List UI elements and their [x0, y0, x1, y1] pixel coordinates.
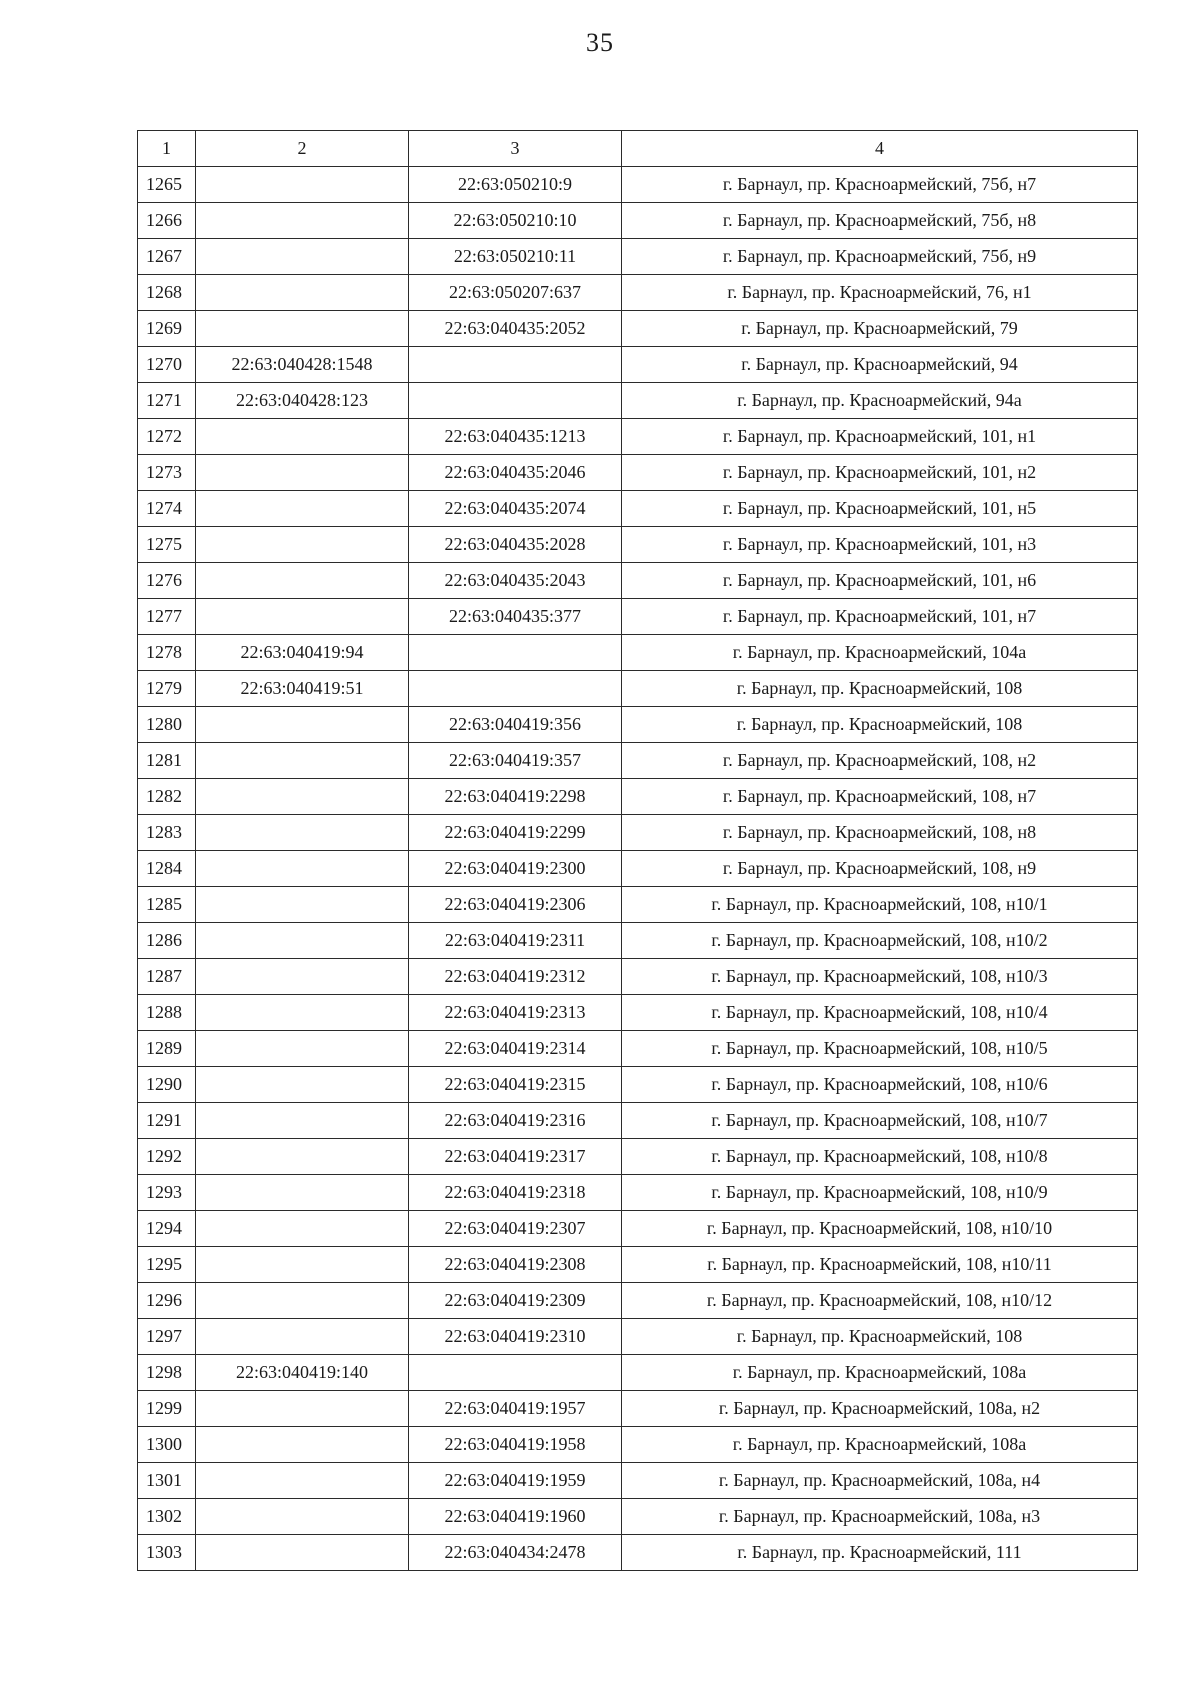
address-cell: г. Барнаул, пр. Красноармейский, 108, н10/7: [622, 1103, 1138, 1139]
cadastral-number-col3-cell: 22:63:040435:2052: [409, 311, 622, 347]
cadastral-number-col2-cell: [196, 1283, 409, 1319]
cadastral-number-col3-cell: 22:63:040419:1958: [409, 1427, 622, 1463]
address-cell: г. Барнаул, пр. Красноармейский, 79: [622, 311, 1138, 347]
table-row: [138, 707, 1138, 743]
row-number-cell: 1266: [138, 203, 196, 239]
row-number-cell: 1265: [138, 167, 196, 203]
cadastral-number-col3-cell: [409, 347, 622, 383]
cadastral-number-col3-cell: 22:63:050207:637: [409, 275, 622, 311]
cadastral-number-col2-cell: [196, 1499, 409, 1535]
table-row: [138, 959, 1138, 995]
address-cell: г. Барнаул, пр. Красноармейский, 108, н10/5: [622, 1031, 1138, 1067]
cadastral-number-col2-cell: [196, 1103, 409, 1139]
row-number-cell: 1279: [138, 671, 196, 707]
table-row: [138, 167, 1138, 203]
cadastral-number-col3-cell: 22:63:040419:2308: [409, 1247, 622, 1283]
cadastral-number-col3-cell: 22:63:040434:2478: [409, 1535, 622, 1571]
cadastral-number-col3-cell: [409, 671, 622, 707]
row-number-cell: 1300: [138, 1427, 196, 1463]
cadastral-number-col2-cell: [196, 599, 409, 635]
table-row: [138, 815, 1138, 851]
table-row: [138, 1175, 1138, 1211]
row-number-cell: 1295: [138, 1247, 196, 1283]
cadastral-number-col3-cell: 22:63:040419:2315: [409, 1067, 622, 1103]
cadastral-number-col3-cell: [409, 635, 622, 671]
cadastral-number-col2-cell: [196, 1247, 409, 1283]
address-cell: г. Барнаул, пр. Красноармейский, 108: [622, 707, 1138, 743]
row-number-cell: 1293: [138, 1175, 196, 1211]
address-cell: г. Барнаул, пр. Красноармейский, 108: [622, 1319, 1138, 1355]
table-row: [138, 1247, 1138, 1283]
table-row: [138, 1319, 1138, 1355]
cadastral-number-col2-cell: [196, 455, 409, 491]
cadastral-number-col2-cell: [196, 923, 409, 959]
row-number-cell: 1268: [138, 275, 196, 311]
cadastral-number-col3-cell: 22:63:040419:2298: [409, 779, 622, 815]
table-row: [138, 779, 1138, 815]
address-cell: г. Барнаул, пр. Красноармейский, 108, н10/10: [622, 1211, 1138, 1247]
table-row: [138, 635, 1138, 671]
cadastral-number-col2-cell: [196, 1427, 409, 1463]
address-cell: г. Барнаул, пр. Красноармейский, 75б, н8: [622, 203, 1138, 239]
cadastral-number-col3-cell: 22:63:040419:2306: [409, 887, 622, 923]
cadastral-number-col3-cell: 22:63:040419:2316: [409, 1103, 622, 1139]
table-row: [138, 1103, 1138, 1139]
table-row: [138, 1139, 1138, 1175]
row-number-cell: 1270: [138, 347, 196, 383]
cadastral-number-col3-cell: 22:63:040435:2046: [409, 455, 622, 491]
cadastral-number-col3-cell: 22:63:040419:2313: [409, 995, 622, 1031]
cadastral-number-col2-cell: 22:63:040419:140: [196, 1355, 409, 1391]
address-cell: г. Барнаул, пр. Красноармейский, 94: [622, 347, 1138, 383]
address-cell: г. Барнаул, пр. Красноармейский, 101, н6: [622, 563, 1138, 599]
table-row: [138, 743, 1138, 779]
cadastral-number-col2-cell: 22:63:040428:123: [196, 383, 409, 419]
table-row: [138, 419, 1138, 455]
table-row: [138, 1391, 1138, 1427]
cadastral-number-col3-cell: 22:63:040435:1213: [409, 419, 622, 455]
row-number-cell: 1301: [138, 1463, 196, 1499]
cadastral-number-col3-cell: 22:63:050210:11: [409, 239, 622, 275]
row-number-cell: 1271: [138, 383, 196, 419]
table-body: [138, 167, 1138, 1571]
cadastral-number-col3-cell: 22:63:040419:356: [409, 707, 622, 743]
address-cell: г. Барнаул, пр. Красноармейский, 108а, н4: [622, 1463, 1138, 1499]
table-row: [138, 1211, 1138, 1247]
cadastral-number-col2-cell: 22:63:040419:51: [196, 671, 409, 707]
cadastral-number-col3-cell: 22:63:040419:2314: [409, 1031, 622, 1067]
cadastral-number-col2-cell: [196, 1211, 409, 1247]
table-row: [138, 383, 1138, 419]
column-header-4: 4: [622, 131, 1138, 167]
cadastral-number-col3-cell: 22:63:040419:357: [409, 743, 622, 779]
cadastral-number-col2-cell: [196, 203, 409, 239]
cadastral-number-col3-cell: 22:63:040419:2318: [409, 1175, 622, 1211]
cadastral-number-col3-cell: 22:63:040419:1959: [409, 1463, 622, 1499]
address-cell: г. Барнаул, пр. Красноармейский, 76, н1: [622, 275, 1138, 311]
address-cell: г. Барнаул, пр. Красноармейский, 108а, н2: [622, 1391, 1138, 1427]
cadastral-number-col2-cell: 22:63:040428:1548: [196, 347, 409, 383]
table-row: [138, 1499, 1138, 1535]
row-number-cell: 1299: [138, 1391, 196, 1427]
address-cell: г. Барнаул, пр. Красноармейский, 108, н10/6: [622, 1067, 1138, 1103]
address-cell: г. Барнаул, пр. Красноармейский, 101, н7: [622, 599, 1138, 635]
cadastral-number-col2-cell: [196, 1463, 409, 1499]
table-row: [138, 311, 1138, 347]
address-cell: г. Барнаул, пр. Красноармейский, 108, н9: [622, 851, 1138, 887]
cadastral-number-col2-cell: [196, 167, 409, 203]
address-cell: г. Барнаул, пр. Красноармейский, 108: [622, 671, 1138, 707]
cadastral-number-col2-cell: [196, 1031, 409, 1067]
table-row: [138, 203, 1138, 239]
address-cell: г. Барнаул, пр. Красноармейский, 75б, н9: [622, 239, 1138, 275]
table-header: [138, 131, 1138, 167]
cadastral-number-col2-cell: [196, 959, 409, 995]
cadastral-number-col2-cell: [196, 275, 409, 311]
row-number-cell: 1273: [138, 455, 196, 491]
row-number-cell: 1275: [138, 527, 196, 563]
row-number-cell: 1277: [138, 599, 196, 635]
table-row: [138, 887, 1138, 923]
row-number-cell: 1280: [138, 707, 196, 743]
page-number: 35: [586, 28, 614, 57]
cadastral-number-col2-cell: [196, 1535, 409, 1571]
address-cell: г. Барнаул, пр. Красноармейский, 108, н10/2: [622, 923, 1138, 959]
table-row: [138, 1535, 1138, 1571]
table-row: [138, 527, 1138, 563]
address-cell: г. Барнаул, пр. Красноармейский, 108, н10/8: [622, 1139, 1138, 1175]
cadastral-number-col2-cell: [196, 527, 409, 563]
cadastral-number-col2-cell: [196, 1067, 409, 1103]
cadastral-number-col2-cell: [196, 707, 409, 743]
cadastral-number-col2-cell: [196, 851, 409, 887]
row-number-cell: 1278: [138, 635, 196, 671]
table-row: [138, 1283, 1138, 1319]
row-number-cell: 1286: [138, 923, 196, 959]
row-number-cell: 1289: [138, 1031, 196, 1067]
cadastral-number-col2-cell: [196, 491, 409, 527]
address-cell: г. Барнаул, пр. Красноармейский, 108, н10/1: [622, 887, 1138, 923]
cadastral-number-col2-cell: 22:63:040419:94: [196, 635, 409, 671]
table-row: [138, 455, 1138, 491]
address-cell: г. Барнаул, пр. Красноармейский, 108, н8: [622, 815, 1138, 851]
table-row: [138, 347, 1138, 383]
cadastral-number-col2-cell: [196, 887, 409, 923]
row-number-cell: 1290: [138, 1067, 196, 1103]
row-number-cell: 1284: [138, 851, 196, 887]
address-cell: г. Барнаул, пр. Красноармейский, 101, н5: [622, 491, 1138, 527]
cadastral-number-col3-cell: 22:63:050210:9: [409, 167, 622, 203]
address-cell: г. Барнаул, пр. Красноармейский, 108а, н3: [622, 1499, 1138, 1535]
address-cell: г. Барнаул, пр. Красноармейский, 108, н10/12: [622, 1283, 1138, 1319]
address-cell: г. Барнаул, пр. Красноармейский, 101, н3: [622, 527, 1138, 563]
column-header-2: 2: [196, 131, 409, 167]
address-cell: г. Барнаул, пр. Красноармейский, 108, н7: [622, 779, 1138, 815]
address-cell: г. Барнаул, пр. Красноармейский, 108, н10/11: [622, 1247, 1138, 1283]
address-cell: г. Барнаул, пр. Красноармейский, 101, н2: [622, 455, 1138, 491]
address-cell: г. Барнаул, пр. Красноармейский, 94а: [622, 383, 1138, 419]
cadastral-number-col3-cell: [409, 1355, 622, 1391]
cadastral-number-col2-cell: [196, 779, 409, 815]
table-row: [138, 563, 1138, 599]
cadastral-number-col2-cell: [196, 743, 409, 779]
cadastral-number-col2-cell: [196, 311, 409, 347]
table-row: [138, 1427, 1138, 1463]
address-cell: г. Барнаул, пр. Красноармейский, 108, н10/3: [622, 959, 1138, 995]
row-number-cell: 1283: [138, 815, 196, 851]
row-number-cell: 1303: [138, 1535, 196, 1571]
cadastral-number-col3-cell: 22:63:040435:2028: [409, 527, 622, 563]
table-row: [138, 671, 1138, 707]
row-number-cell: 1302: [138, 1499, 196, 1535]
cadastral-number-col2-cell: [196, 419, 409, 455]
table-row: [138, 851, 1138, 887]
registry-table: [137, 130, 1138, 1571]
table-row: [138, 599, 1138, 635]
cadastral-number-col2-cell: [196, 1391, 409, 1427]
row-number-cell: 1291: [138, 1103, 196, 1139]
row-number-cell: 1269: [138, 311, 196, 347]
table-row: [138, 491, 1138, 527]
cadastral-number-col3-cell: 22:63:040435:2074: [409, 491, 622, 527]
address-cell: г. Барнаул, пр. Красноармейский, 108, н2: [622, 743, 1138, 779]
cadastral-number-col3-cell: 22:63:040419:2309: [409, 1283, 622, 1319]
row-number-cell: 1294: [138, 1211, 196, 1247]
row-number-cell: 1276: [138, 563, 196, 599]
table-row: [138, 239, 1138, 275]
row-number-cell: 1296: [138, 1283, 196, 1319]
column-header-1: 1: [138, 131, 196, 167]
cadastral-number-col2-cell: [196, 1139, 409, 1175]
row-number-cell: 1272: [138, 419, 196, 455]
address-cell: г. Барнаул, пр. Красноармейский, 108, н10/4: [622, 995, 1138, 1031]
row-number-cell: 1297: [138, 1319, 196, 1355]
row-number-cell: 1298: [138, 1355, 196, 1391]
table-row: [138, 1067, 1138, 1103]
cadastral-number-col3-cell: 22:63:040419:1960: [409, 1499, 622, 1535]
column-header-3: 3: [409, 131, 622, 167]
table-row: [138, 1031, 1138, 1067]
cadastral-number-col3-cell: 22:63:040419:1957: [409, 1391, 622, 1427]
address-cell: г. Барнаул, пр. Красноармейский, 108а: [622, 1427, 1138, 1463]
row-number-cell: 1267: [138, 239, 196, 275]
cadastral-number-col2-cell: [196, 815, 409, 851]
address-cell: г. Барнаул, пр. Красноармейский, 108а: [622, 1355, 1138, 1391]
row-number-cell: 1274: [138, 491, 196, 527]
cadastral-number-col3-cell: 22:63:040419:2312: [409, 959, 622, 995]
table-row: [138, 275, 1138, 311]
cadastral-number-col3-cell: 22:63:040419:2317: [409, 1139, 622, 1175]
cadastral-number-col2-cell: [196, 995, 409, 1031]
address-cell: г. Барнаул, пр. Красноармейский, 101, н1: [622, 419, 1138, 455]
address-cell: г. Барнаул, пр. Красноармейский, 75б, н7: [622, 167, 1138, 203]
cadastral-number-col3-cell: 22:63:040419:2307: [409, 1211, 622, 1247]
row-number-cell: 1292: [138, 1139, 196, 1175]
cadastral-number-col2-cell: [196, 239, 409, 275]
cadastral-number-col3-cell: 22:63:040435:377: [409, 599, 622, 635]
cadastral-number-col3-cell: 22:63:040435:2043: [409, 563, 622, 599]
row-number-cell: 1287: [138, 959, 196, 995]
address-cell: г. Барнаул, пр. Красноармейский, 108, н10/9: [622, 1175, 1138, 1211]
address-cell: г. Барнаул, пр. Красноармейский, 104а: [622, 635, 1138, 671]
cadastral-number-col3-cell: 22:63:040419:2299: [409, 815, 622, 851]
cadastral-number-col2-cell: [196, 563, 409, 599]
cadastral-number-col3-cell: 22:63:040419:2311: [409, 923, 622, 959]
row-number-cell: 1285: [138, 887, 196, 923]
cadastral-number-col3-cell: [409, 383, 622, 419]
table-row: [138, 1355, 1138, 1391]
cadastral-number-col2-cell: [196, 1175, 409, 1211]
cadastral-number-col3-cell: 22:63:050210:10: [409, 203, 622, 239]
cadastral-number-col3-cell: 22:63:040419:2300: [409, 851, 622, 887]
table-row: [138, 923, 1138, 959]
address-cell: г. Барнаул, пр. Красноармейский, 111: [622, 1535, 1138, 1571]
table-row: [138, 1463, 1138, 1499]
row-number-cell: 1288: [138, 995, 196, 1031]
cadastral-number-col2-cell: [196, 1319, 409, 1355]
table-row: [138, 995, 1138, 1031]
row-number-cell: 1281: [138, 743, 196, 779]
cadastral-number-col3-cell: 22:63:040419:2310: [409, 1319, 622, 1355]
header-row: [138, 131, 1138, 167]
row-number-cell: 1282: [138, 779, 196, 815]
